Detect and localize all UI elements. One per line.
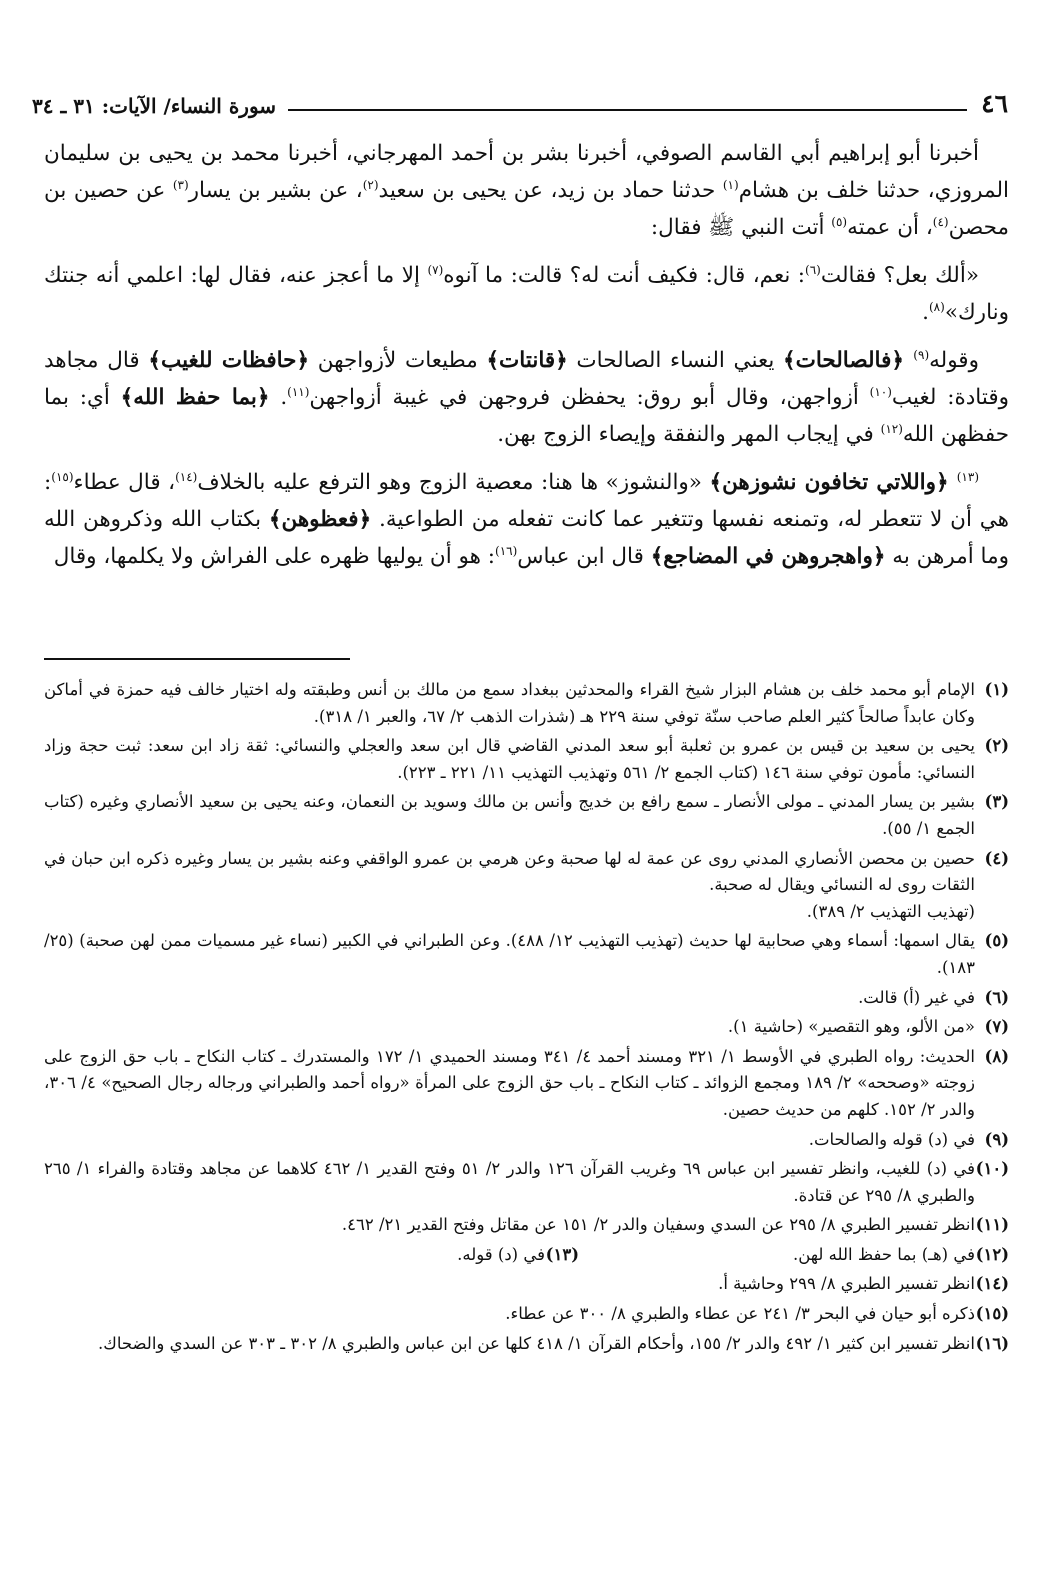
footnote-text: يقال اسمها: أسماء وهي صحابية لها حديث (تهذيب التهذيب ١٢/ ٤٨٨). وعن الطبراني في الكبير (نساء غير مسميات ممن لهن صحبة) (٢٥/ ١٨٣). bbox=[44, 931, 975, 977]
footnote-ref: (٧) bbox=[427, 263, 444, 277]
text-run: : هي أن لا تتعطر له، وتمنعه نفسها وتتغير عما كانت تفعله من الطواعية. bbox=[44, 470, 1010, 532]
footnote-text: ذكره أبو حيان في البحر ٣/ ٢٤١ عن عطاء والطبري ٨/ ٣٠٠ عن عطاء. bbox=[505, 1304, 975, 1324]
footnote-ref: (١٤) bbox=[175, 470, 198, 484]
footnote-number: (١) bbox=[984, 680, 1009, 699]
text-run: . bbox=[922, 300, 929, 325]
footnote bbox=[44, 985, 1009, 1012]
footnote bbox=[44, 928, 1009, 981]
footnotes bbox=[44, 677, 1009, 1360]
footnote-text: بشير بن يسار المدني ـ مولى الأنصار ـ سمع رافع بن خديج وأنس بن مالك وسويد بن النعمان، وعنه يحيى بن سعيد الأنصاري وغيره (كتاب الجمع ١/ ٥٥). bbox=[44, 792, 975, 838]
quran-phrase: ﴿بما حفظ الله﴾ bbox=[120, 385, 270, 410]
page-number: ٤٦ bbox=[981, 89, 1008, 118]
footnote-text: الإمام أبو محمد خلف بن هشام البزار شيخ القراء والمحدثين ببغداد سمع من مالك بن أنس وطبقته وله اختيار خالف فيه حمزة في أماكن وكان عابداً صالحاً كثير العلم صاحب سنّة توفي سنة ٢٢٩ هـ (شذرات الذهب ٢/ ٦٧، والعبر ١/ ٣١٨). bbox=[44, 680, 975, 726]
text-run: «ألك بعل؟ فقالت bbox=[820, 263, 979, 288]
text-run: ، قال عطاء bbox=[73, 470, 176, 495]
footnote-ref: (٦) bbox=[805, 263, 821, 277]
footnote-number: (٦) bbox=[984, 987, 1009, 1007]
text-run: قال ابن عباس bbox=[517, 544, 651, 569]
text-run: «والنشوز» ها هنا: معصية الزوج وهو الترفع عليه بالخلاف bbox=[197, 470, 710, 495]
footnote-ref: (١) bbox=[722, 178, 739, 192]
footnote-number: (٤) bbox=[984, 848, 1009, 868]
footnote-ref: (١٣) bbox=[956, 470, 979, 484]
footnote-number: (٢) bbox=[984, 736, 1009, 756]
text-run: في إيجاب المهر والنفقة وإيصاء الزوج بهن. bbox=[497, 422, 881, 447]
footnote-text: في (هـ) بما حفظ الله لهن. bbox=[793, 1244, 975, 1264]
quran-phrase: ﴿واللاتي تخافون نشوزهن﴾ bbox=[709, 470, 957, 495]
footnote bbox=[44, 789, 1009, 842]
footnote bbox=[44, 1212, 1009, 1239]
footnote-separator bbox=[44, 658, 350, 660]
header-rule bbox=[288, 109, 967, 111]
footnote-number: (١٠) bbox=[975, 1159, 1009, 1179]
text-run: يعني النساء الصالحات bbox=[567, 348, 783, 373]
text-run: : هو أن يوليها ظهره على الفراش ولا يكلمها، وقال bbox=[53, 544, 496, 569]
footnote bbox=[44, 1127, 1009, 1154]
footnote-ref: (١٦) bbox=[495, 544, 518, 558]
text-run: ، عن بشير بن يسار bbox=[188, 178, 363, 203]
footnote bbox=[44, 733, 1009, 786]
footnote bbox=[44, 677, 1009, 730]
footnote-ref: (٥) bbox=[831, 215, 848, 229]
footnote-number: (١٣) bbox=[545, 1244, 579, 1264]
footnote-ref: (٤) bbox=[932, 215, 949, 229]
footnote-number: (٩) bbox=[984, 1129, 1009, 1149]
text-run: وقوله bbox=[929, 348, 979, 373]
paragraph-hadith bbox=[44, 257, 1009, 331]
footnote-number: (٣) bbox=[984, 792, 1009, 812]
main-text bbox=[44, 135, 1009, 586]
footnote-text: «من الألو، وهو التقصير» (حاشية ١). bbox=[727, 1017, 975, 1037]
text-run: أي: بما حفظهن الله bbox=[44, 385, 1009, 447]
footnote bbox=[44, 846, 1009, 926]
footnote-number: (١٤) bbox=[975, 1274, 1009, 1294]
footnote-text-main: حصين بن محصن الأنصاري المدني روى عن عمة له لها صحبة وعن هرمي بن عمرو الواقفي وعنه بشير بن يسار وغيره ذكره ابن حبان في الثقات روى له النسائي ويقال له صحبة. bbox=[44, 848, 975, 895]
footnote bbox=[44, 1331, 1009, 1358]
text-run: حدثنا حماد بن زيد، عن يحيى بن سعيد bbox=[378, 178, 723, 203]
paragraph-tafsir-salihat bbox=[44, 342, 1009, 453]
footnote-ref: (٩) bbox=[913, 348, 930, 362]
footnote-number: (١١) bbox=[975, 1215, 1009, 1235]
footnote-ref: (١٢) bbox=[880, 422, 903, 436]
footnote bbox=[44, 1156, 1009, 1209]
text-run: عن حصين بن محصن bbox=[44, 178, 1009, 240]
footnote-text: في (د) قوله والصالحات. bbox=[808, 1129, 975, 1149]
footnote bbox=[44, 1301, 1009, 1328]
footnote-ref: (١١) bbox=[287, 385, 310, 399]
footnote bbox=[579, 1242, 1009, 1269]
footnote-text: في غير (أ) قالت. bbox=[858, 987, 975, 1007]
paragraph-isnad bbox=[44, 135, 1009, 246]
footnote-number: (١٢) bbox=[975, 1244, 1009, 1264]
footnote-number: (٥) bbox=[984, 931, 1009, 951]
running-title: سورة النساء/ الآيات: ٣١ ـ ٣٤ bbox=[32, 94, 277, 118]
footnote-text: الحديث: رواه الطبري في الأوسط ١/ ٣٢١ ومسند أحمد ٤/ ٣٤١ ومسند الحميدي ١/ ١٧٢ والمستدرك ـ كتاب النكاح ـ باب حق الزوج على زوجته «وصححه» ٢/ ١٨٩ ومجمع الزوائد ـ كتاب النكاح ـ باب حق الزوج على المرأة «رواه أحمد والطبراني ورجاله رجال الصحيح» ٤/ ٣٠٦، والدر ٢/ ١٥٢. كلهم من حديث حصين. bbox=[44, 1046, 975, 1119]
footnote-ref: (٨) bbox=[928, 300, 945, 314]
text-run: بكتاب الله وذكروهن الله وما أمرهن به bbox=[44, 507, 1009, 569]
quran-phrase: ﴿واهجروهن في المضاجع﴾ bbox=[650, 544, 886, 569]
page-header bbox=[32, 82, 1008, 116]
footnote-text bbox=[44, 846, 975, 926]
footnote-number: (١٥) bbox=[975, 1304, 1009, 1324]
quran-phrase: ﴿حافظات للغيب﴾ bbox=[148, 348, 310, 373]
text-run: مطيعات لأزواجهن bbox=[309, 348, 487, 373]
footnote-text: انظر تفسير ابن كثير ١/ ٤٩٢ والدر ٢/ ١٥٥، وأحكام القرآن ١/ ٤١٨ كلها عن ابن عباس والطبري ٨/ ٣٠٢ ـ ٣٠٣ عن السدي والضحاك. bbox=[97, 1333, 975, 1353]
text-run: أزواجهن، وقال أبو روق: يحفظن فروجهن في غيبة أزواجهن bbox=[309, 385, 870, 410]
text-run: إلا ما أعجز عنه، فقال لها: اعلمي أنه جنتك ونارك» bbox=[44, 263, 1009, 325]
footnote bbox=[44, 1044, 1009, 1124]
footnote-text: انظر تفسير الطبري ٨/ ٢٩٩ وحاشية أ. bbox=[718, 1274, 975, 1294]
footnote-ref: (١٠) bbox=[869, 385, 892, 399]
footnote-text: يحيى بن سعيد بن قيس بن عمرو بن ثعلبة أبو سعد المدني القاضي قال ابن سعد والعجلي والنسائي: ثقة زاد ابن سعد: ثبت حجة وزاد النسائي: مأمون توفي سنة ١٤٦ (كتاب الجمع ٢/ ٥٦١ وتهذيب التهذيب ١١/ ٢٢١ ـ ٢٢٣). bbox=[44, 736, 975, 782]
footnote-text-extra: (تهذيب التهذيب ٢/ ٣٨٩). bbox=[806, 901, 975, 921]
footnote-number: (٨) bbox=[984, 1046, 1009, 1066]
footnote bbox=[44, 1271, 1009, 1298]
footnote-ref: (١٥) bbox=[51, 470, 74, 484]
paragraph-tafsir-nushuz bbox=[44, 464, 1009, 575]
footnote bbox=[44, 1014, 1009, 1041]
footnote-text: انظر تفسير الطبري ٨/ ٢٩٥ عن السدي وسفيان والدر ٢/ ١٥١ عن مقاتل وفتح القدير ٢١/ ٤٦٢. bbox=[341, 1215, 975, 1235]
footnote bbox=[457, 1242, 579, 1269]
text-run: أخبرنا أبو إبراهيم أبي القاسم الصوفي، أخبرنا بشر بن أحمد المهرجاني، أخبرنا محمد بن يحيى بن سليمان المروزي، حدثنا خلف بن هشام bbox=[44, 141, 1009, 203]
text-run: ، أن عمته bbox=[847, 215, 933, 240]
text-run: قال مجاهد وقتادة: لغيب bbox=[44, 348, 1010, 410]
quran-phrase: ﴿فعظوهن﴾ bbox=[268, 507, 372, 532]
footnote-pair bbox=[44, 1242, 1009, 1269]
footnote-ref: (٢) bbox=[362, 178, 379, 192]
footnote-text: في (د) قوله. bbox=[457, 1244, 545, 1264]
footnote-ref: (٣) bbox=[172, 178, 189, 192]
quran-phrase: ﴿فالصالحات﴾ bbox=[782, 348, 914, 373]
footnote-number: (٧) bbox=[984, 1017, 1009, 1037]
footnote-number: (١٦) bbox=[975, 1333, 1009, 1353]
quran-phrase: ﴿قانتات﴾ bbox=[486, 348, 568, 373]
text-run: . bbox=[269, 385, 288, 410]
text-run: : نعم، قال: فكيف أنت له؟ قالت: ما آنوه bbox=[443, 263, 806, 288]
footnote-text: في (د) للغيب، وانظر تفسير ابن عباس ٦٩ وغريب القرآن ١٢٦ والدر ٢/ ٥١ وفتح القدير ١/ ٤٦٢ كلاهما عن مجاهد وقتادة والفراء ١/ ٢٦٥ والطبري ٨/ ٢٩٥ عن قتادة. bbox=[44, 1159, 975, 1205]
text-run: أتت النبي ﷺ فقال: bbox=[650, 215, 832, 240]
